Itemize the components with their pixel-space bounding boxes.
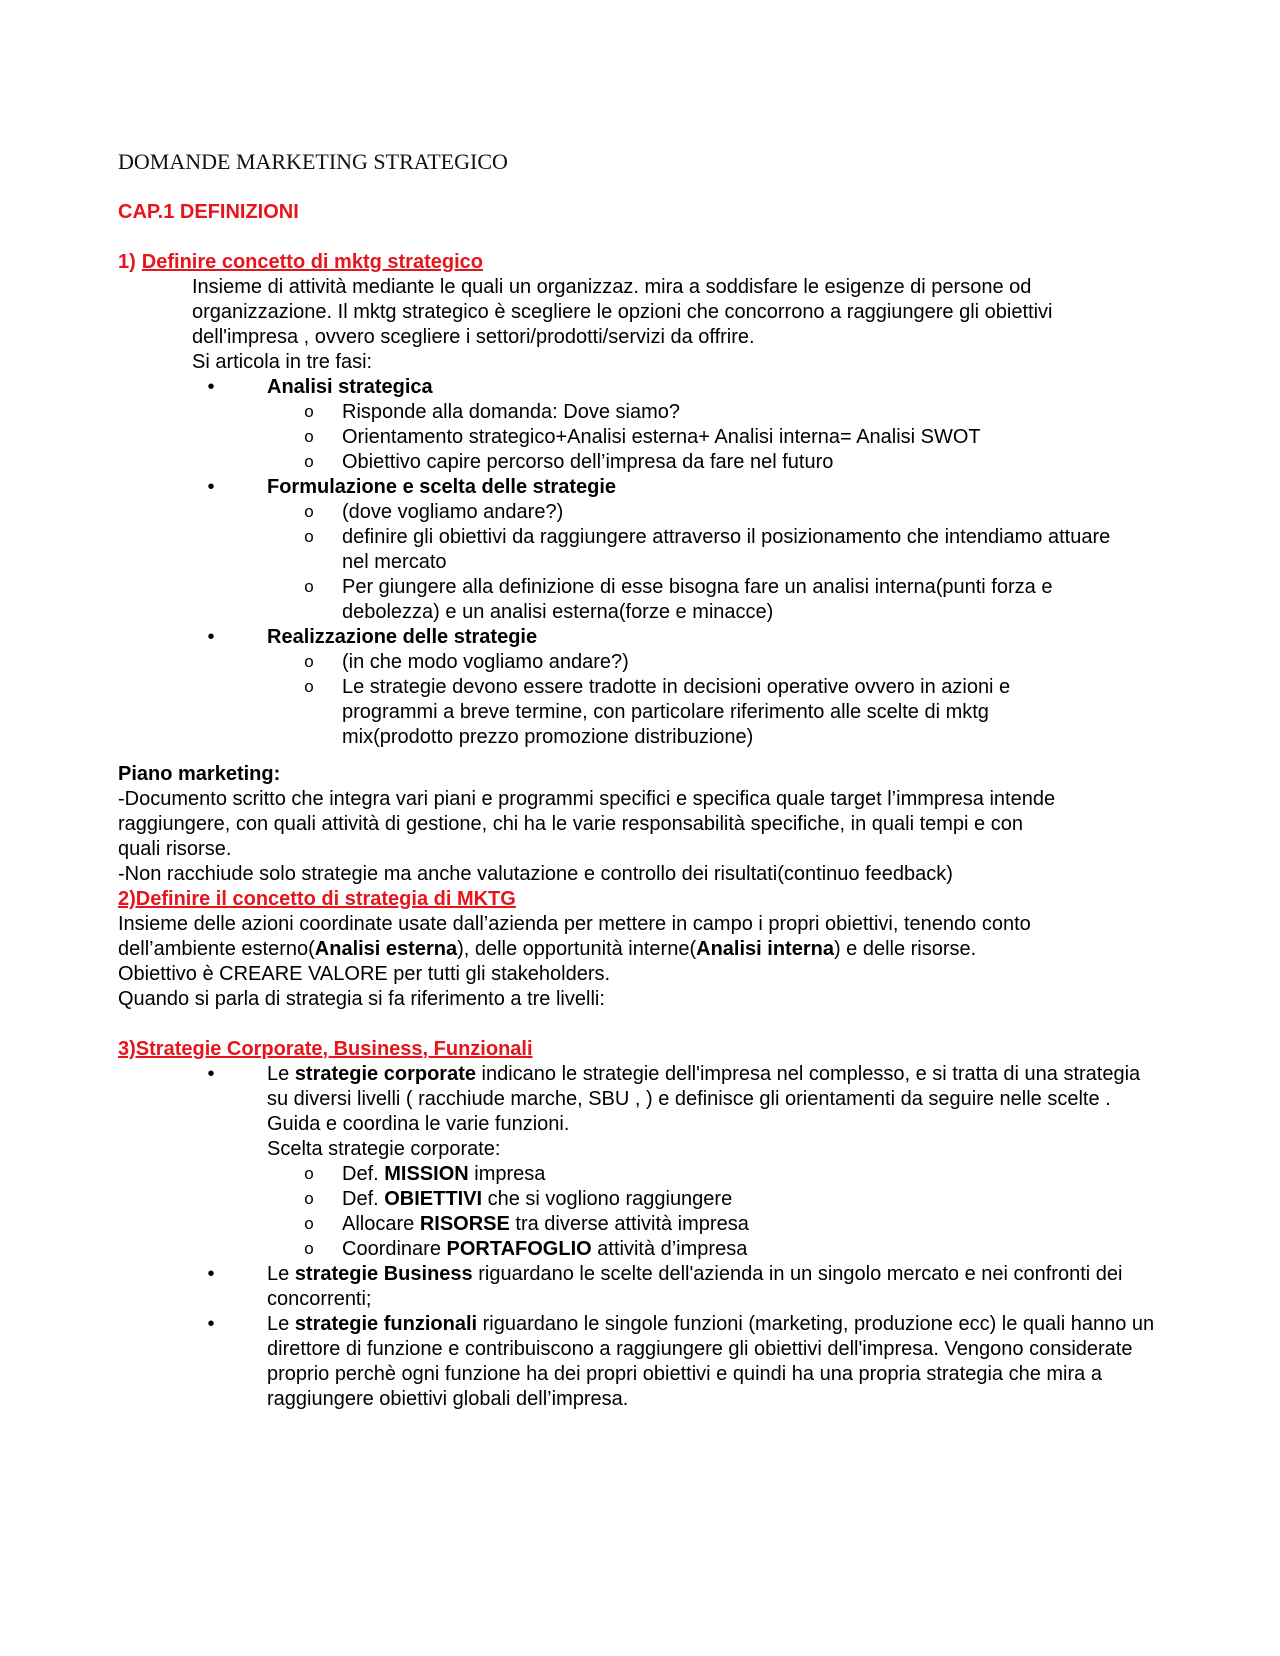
- piano-line: -Non racchiude solo strategie ma anche valutazione e controllo dei risultati(continuo feedback): [118, 863, 953, 885]
- phase-subitem: o Obiettivo capire percorso dell’impresa da fare nel futuro: [342, 450, 1156, 475]
- phase-item: [236, 475, 1156, 625]
- document-title: DOMANDE MARKETING STRATEGICO: [118, 149, 508, 174]
- question-1-intro: [192, 275, 1192, 375]
- sub-text: Coordinare: [342, 1238, 447, 1260]
- phase-item: [236, 625, 1156, 750]
- phase-item: [236, 375, 1156, 475]
- phase-title: • Realizzazione delle strategie: [267, 626, 538, 648]
- intro-line: organizzazione. Il mktg strategico è scegliere le opzioni che concorrono a raggiungere gli obiettivi: [192, 301, 1053, 323]
- strategy-term: strategie Business: [294, 1263, 473, 1285]
- phase-title: • Formulazione e scelta delle strategie: [267, 476, 617, 498]
- sub-term: OBIETTIVI: [384, 1188, 483, 1210]
- sub-text: che si vogliono raggiungere: [482, 1188, 733, 1210]
- strategy-business-item: [236, 1262, 1156, 1312]
- question-3-heading: 3)Strategie Corporate, Business, Funzionali: [118, 1038, 533, 1060]
- intro-line: dell'impresa , ovvero scegliere i settori/prodotti/servizi da offrire.: [192, 326, 755, 348]
- question-1-number: 1): [118, 251, 136, 273]
- strategy-term: strategie corporate: [294, 1063, 476, 1085]
- q2-text: ) e delle risorse.: [833, 938, 977, 960]
- intro-line: Insieme di attività mediante le quali un organizzaz. mira a soddisfare le esigenze di persone od: [192, 276, 1032, 298]
- analisi-interna-term: Analisi interna: [696, 938, 834, 960]
- chapter-heading: CAP.1 DEFINIZIONI: [118, 201, 299, 223]
- analisi-esterna-term: Analisi esterna: [314, 938, 458, 960]
- piano-line: raggiungere, con quali attività di gestione, chi ha le varie responsabilità specifiche, in quali tempi e con: [118, 813, 1023, 835]
- corporate-subitem: [342, 1212, 1156, 1237]
- q2-line: Obiettivo è CREARE VALORE per tutti gli stakeholders.: [118, 963, 611, 985]
- sub-text: attività d’impresa: [591, 1238, 748, 1260]
- strategy-text: Le: [267, 1313, 295, 1335]
- sub-term: MISSION: [384, 1163, 469, 1185]
- strategy-text: indicano le strategie dell'impresa nel complesso, e si tratta di una strategia su diversi livelli ( racchiude marche, SBU , ) e definisce gli orientamenti da seguire nelle scelte . Guida e coordina le varie funzioni.: [267, 1063, 1141, 1135]
- sub-term: PORTAFOGLIO: [446, 1238, 592, 1260]
- question-2-heading: 2)Definire il concetto di strategia di MKTG: [118, 888, 516, 910]
- strategy-functional-item: [236, 1312, 1156, 1412]
- phase-subitem: o (in che modo vogliamo andare?): [342, 650, 1072, 675]
- corporate-choice-label: Scelta strategie corporate:: [267, 1138, 501, 1160]
- sub-text: Def.: [342, 1188, 385, 1210]
- strategy-text: riguardano le singole funzioni (marketing, produzione ecc) le quali hanno un direttore di funzione e contribuiscono a raggiungere gli obiettivi dell'impresa. Vengono considerate proprio perchè ogni funzione ha dei propri obiettivi e quindi ha una propria strategia che mira a raggiungere obiettivi globali dell’impresa.: [267, 1313, 1155, 1410]
- q2-line: Insieme delle azioni coordinate usate dall’azienda per mettere in campo i propri obiettivi, tenendo conto: [118, 913, 1031, 935]
- phase-subitem: o Le strategie devono essere tradotte in decisioni operative ovvero in azioni e programmi a breve termine, con particolare riferimento alle scelte di mktg mix(prodotto prezzo promozione distribuzione): [342, 675, 1072, 750]
- question-1-heading: [118, 250, 483, 275]
- phase-title: • Analisi strategica: [267, 376, 433, 398]
- sub-term: RISORSE: [419, 1213, 510, 1235]
- phase-subitem: o Orientamento strategico+Analisi esterna+ Analisi interna= Analisi SWOT: [342, 425, 1156, 450]
- question-2-body: [118, 912, 1218, 1012]
- strategy-text: Le: [267, 1263, 295, 1285]
- corporate-subitem: [342, 1237, 1156, 1262]
- phases-list: [236, 375, 1156, 750]
- q2-text: dell’ambiente esterno(: [118, 938, 315, 960]
- piano-line: quali risorse.: [118, 838, 232, 860]
- phase-subitem: o (dove vogliamo andare?): [342, 500, 1112, 525]
- corporate-subitem: [342, 1162, 1156, 1187]
- intro-line: Si articola in tre fasi:: [192, 351, 373, 373]
- piano-heading: Piano marketing:: [118, 763, 281, 785]
- sub-text: impresa: [468, 1163, 546, 1185]
- q2-line: Quando si parla di strategia si fa riferimento a tre livelli:: [118, 988, 605, 1010]
- strategies-list: [236, 1062, 1156, 1412]
- strategy-text: riguardano le scelte dell'azienda in un singolo mercato e nei confronti dei concorrenti;: [267, 1263, 1123, 1310]
- question-1-title: Definire concetto di mktg strategico: [141, 251, 483, 273]
- piano-marketing-section: [118, 762, 1218, 887]
- sub-text: tra diverse attività impresa: [509, 1213, 749, 1235]
- strategy-term: strategie funzionali: [294, 1313, 478, 1335]
- strategy-text: Le: [267, 1063, 295, 1085]
- corporate-subitem: [342, 1187, 1156, 1212]
- q2-line: [118, 937, 1218, 962]
- sub-text: Def.: [342, 1163, 385, 1185]
- phase-subitem: o definire gli obiettivi da raggiungere attraverso il posizionamento che intendiamo attuare nel mercato: [342, 525, 1112, 575]
- phase-subitem: o Per giungere alla definizione di esse bisogna fare un analisi interna(punti forza e debolezza) e un analisi esterna(forze e minacce): [342, 575, 1112, 625]
- sub-text: Allocare: [342, 1213, 420, 1235]
- strategy-corporate-item: [236, 1062, 1156, 1262]
- phase-subitem: o Risponde alla domanda: Dove siamo?: [342, 400, 1156, 425]
- piano-line: -Documento scritto che integra vari piani e programmi specifici e specifica quale target l’immpresa intende: [118, 788, 1056, 810]
- q2-text: ), delle opportunità interne(: [457, 938, 697, 960]
